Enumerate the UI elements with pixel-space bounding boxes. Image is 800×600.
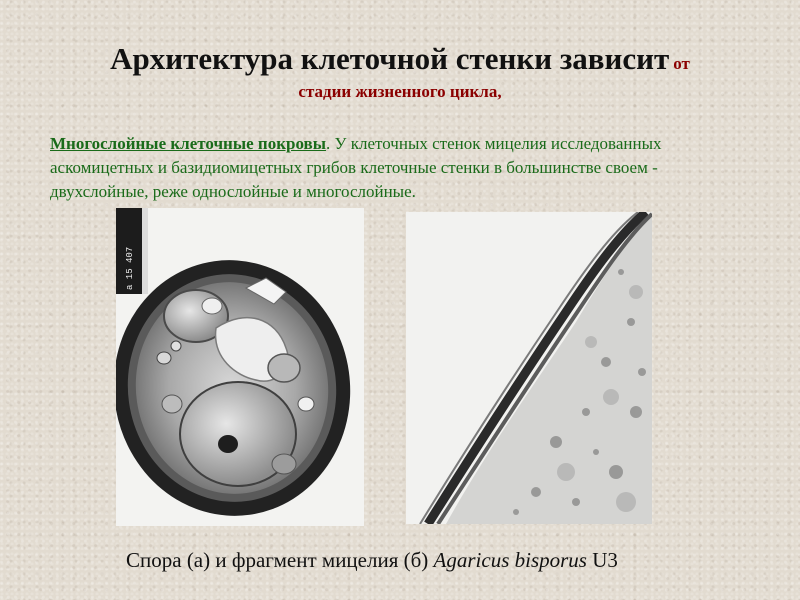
body-rest: . У клеточных стенок мицелия исследованных аскомицетных и базидиомицетных грибов клеточные стенки в большинстве своем - двухслойные, реже однослойные и многослойные. bbox=[50, 134, 662, 201]
title-line2: стадии жизненного цикла, bbox=[298, 82, 502, 101]
spore-micrograph-image bbox=[116, 208, 364, 526]
caption-species: Agaricus bisporus bbox=[433, 548, 587, 572]
figure-caption bbox=[126, 548, 786, 573]
title-tail: от bbox=[673, 54, 690, 73]
title-main: Архитектура клеточной стенки зависит bbox=[110, 41, 670, 76]
photo-a-label: а 15 407 bbox=[125, 246, 135, 290]
body-paragraph bbox=[50, 132, 750, 204]
slide-title bbox=[0, 40, 800, 102]
caption-suffix: U3 bbox=[592, 548, 618, 572]
spore-micrograph-drawing bbox=[116, 208, 364, 526]
mycelium-micrograph-image bbox=[406, 212, 652, 524]
caption-prefix: Спора (а) и фрагмент мицелия (б) bbox=[126, 548, 429, 572]
body-lead-link[interactable]: Многослойные клеточные покровы bbox=[50, 134, 326, 153]
mycelium-micrograph-drawing bbox=[406, 212, 652, 524]
